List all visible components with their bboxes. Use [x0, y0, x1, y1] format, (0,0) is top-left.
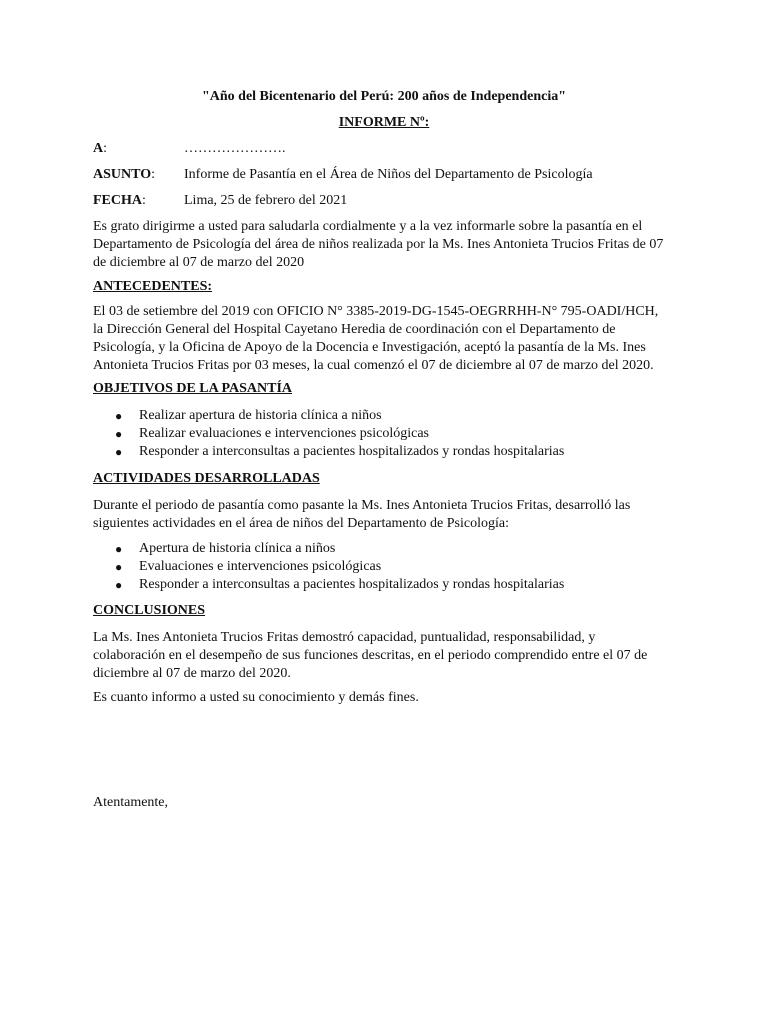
actividades-heading: ACTIVIDADES DESARROLLADAS [93, 471, 320, 486]
conclusiones-heading: CONCLUSIONES [93, 603, 206, 618]
list-item [93, 425, 653, 443]
field-a [93, 140, 693, 158]
objetivos-heading: OBJETIVOS DE LA PASANTÍA [93, 381, 293, 396]
bullet-icon: ● [115, 542, 123, 556]
antecedentes-line: la Dirección General del Hospital Cayetano Heredia de coordinación con el Departamento de [93, 322, 616, 337]
field-asunto-colon: : [151, 167, 155, 182]
document-year-title: "Año del Bicentenario del Perú: 200 años de Independencia" [202, 89, 566, 104]
conclusiones-line: colaboración en el desempeño de sus funciones descritas, en el periodo comprendido entre el 07 de [93, 648, 648, 663]
signoff: Atentamente, [93, 795, 169, 810]
list-item-text: Evaluaciones e intervenciones psicológicas [139, 559, 382, 574]
bullet-icon: ● [115, 409, 123, 423]
field-a-label: A [93, 141, 104, 156]
bullet-icon: ● [115, 445, 123, 459]
intro-line: Departamento de Psicología del área de niños realizada por la Ms. Ines Antonieta Trucios Fritas de 07 [93, 237, 664, 252]
intro-line: Es grato dirigirme a usted para saludarla cordialmente y a la vez informarle sobre la pasantía en el [93, 219, 643, 234]
conclusiones-line: La Ms. Ines Antonieta Trucios Fritas demostró capacidad, puntualidad, responsabilidad, y [93, 630, 596, 645]
conclusiones-paragraph [93, 629, 673, 683]
bullet-icon: ● [115, 578, 123, 592]
list-item [93, 443, 653, 461]
list-item-text: Responder a interconsultas a pacientes hospitalizados y rondas hospitalarias [139, 577, 565, 592]
list-item-text: Realizar apertura de historia clínica a niños [139, 408, 382, 423]
field-a-value: …………………. [184, 141, 286, 156]
list-item [93, 558, 653, 576]
field-asunto-value: Informe de Pasantía en el Área de Niños del Departamento de Psicología [184, 167, 593, 182]
closing-line: Es cuanto informo a usted su conocimiento y demás fines. [93, 690, 419, 705]
field-fecha-colon: : [142, 193, 146, 208]
intro-paragraph [93, 218, 673, 272]
actividades-line: siguientes actividades en el área de niños del Departamento de Psicología: [93, 516, 509, 531]
antecedentes-line: El 03 de setiembre del 2019 con OFICIO N° 3385-2019-DG-1545-OEGRRHH-N° 795-OADI/HCH, [93, 304, 659, 319]
list-item [93, 407, 653, 425]
list-item-text: Realizar evaluaciones e intervenciones psicológicas [139, 426, 429, 441]
list-item-text: Responder a interconsultas a pacientes hospitalizados y rondas hospitalarias [139, 444, 565, 459]
field-asunto [93, 166, 693, 184]
antecedentes-paragraph [93, 303, 673, 375]
field-a-colon: : [103, 141, 108, 156]
field-fecha-value: Lima, 25 de febrero del 2021 [184, 193, 348, 208]
antecedentes-heading: ANTECEDENTES: [93, 279, 213, 294]
actividades-list [93, 540, 653, 594]
field-asunto-label: ASUNTO [93, 167, 152, 182]
field-fecha [93, 192, 693, 210]
antecedentes-line: Antonieta Trucios Fritas por 03 meses, la cual comenzó el 07 de diciembre al 07 de marzo del 2020. [93, 358, 654, 373]
intro-line: de diciembre al 07 de marzo del 2020 [93, 255, 305, 270]
bullet-icon: ● [115, 560, 123, 574]
actividades-paragraph [93, 497, 673, 533]
actividades-line: Durante el periodo de pasantía como pasante la Ms. Ines Antonieta Trucios Fritas, desarrolló las [93, 498, 631, 513]
informe-number-heading: INFORME Nº: [338, 115, 430, 130]
antecedentes-line: Psicología, y la Oficina de Apoyo de la Docencia e Investigación, aceptó la pasantía de la Ms. Ines [93, 340, 646, 355]
list-item [93, 576, 653, 594]
field-fecha-label: FECHA [93, 193, 142, 208]
list-item [93, 540, 653, 558]
list-item-text: Apertura de historia clínica a niños [139, 541, 336, 556]
bullet-icon: ● [115, 427, 123, 441]
objetivos-list [93, 407, 653, 461]
conclusiones-line: diciembre al 07 de marzo del 2020. [93, 666, 291, 681]
